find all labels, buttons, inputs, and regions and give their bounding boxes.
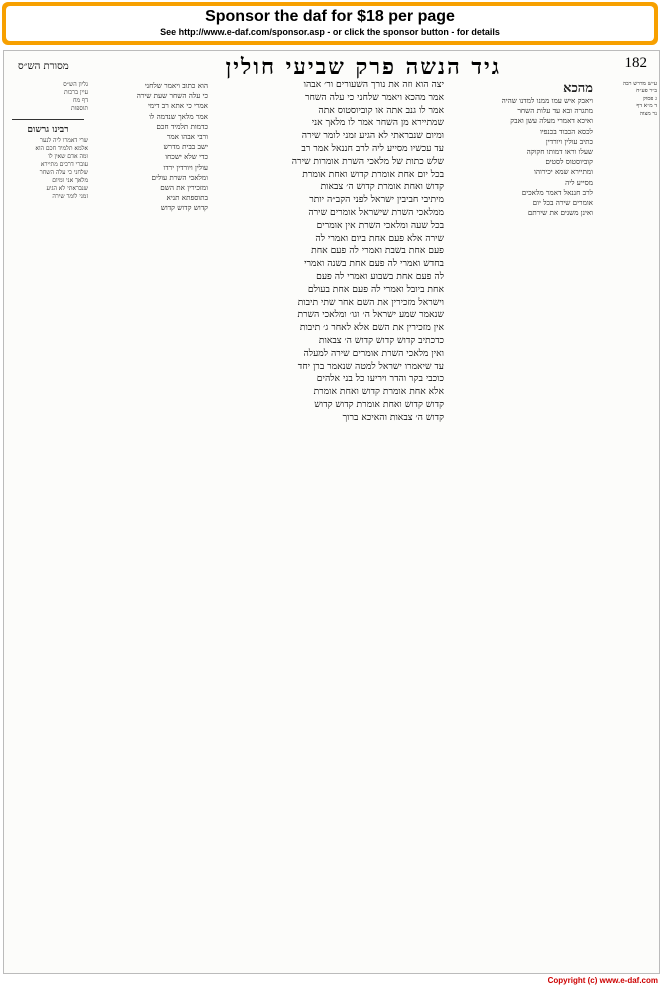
tosafot-line: אמרי כי אתא רב דימי [147, 101, 208, 111]
margin-line: דף מח [72, 97, 88, 104]
gemara-line: ממלאכי השרת שישראל אומרים שירה [308, 206, 444, 218]
tosafot-line: ומלאכי השרת עולים [151, 172, 208, 182]
tosafot-line: בתוספתא תניא [166, 193, 208, 203]
gemara-line: כדכתיב קדוש קדוש קדוש ה׳ צבאות [318, 334, 444, 346]
tosafot-line: כדי שלא ישכחו [165, 152, 208, 162]
rashi-line: לכסא הכבוד בכנפיו [539, 126, 593, 136]
gemara-main-text [214, 79, 444, 944]
tosafot-commentary [92, 81, 208, 946]
margin-line: תוספות [71, 105, 88, 112]
tosafot-line: הוא כתוב ויאמר שלחני [144, 81, 208, 90]
rashi-line: מתגרה ובא עד עלות השחר [517, 106, 593, 116]
rashi-line: כתיב עולין ויורדין [545, 136, 593, 146]
tosafot-line: כי עלה השחר שעת שירה [136, 91, 208, 101]
gemara-line: וישראל מזכירין את השם אחר שתי תיבות [297, 296, 444, 308]
gemara-line: ומיום שנבראתי לא הגיע זמני לומר שירה [301, 130, 444, 142]
gemara-line: שלש כתות של מלאכי השרת אומרות שירה [291, 155, 444, 167]
margin-line: נר מצוה [639, 110, 657, 117]
talmud-page [3, 50, 660, 974]
page-number: 182 [624, 55, 647, 71]
tosafot-line: ורבי אבהו אמר [166, 132, 208, 142]
gemara-line: בכל שעה ומלאכי השרת אין אומרים [316, 219, 444, 231]
margin-left [8, 81, 88, 946]
tosafot-line: כדמות תלמיד חכם [156, 121, 208, 131]
rabbeinu-gershom-line: עוברי דרכים מתיירא [40, 161, 88, 168]
gemara-line: עד עכשיו מסייע ליה לרב חננאל אמר רב [301, 142, 444, 154]
gemara-line: אמר לו גנב אתה או קוביוסטוס אתה [318, 104, 444, 116]
sponsor-title[interactable]: Sponsor the daf for $18 per page [205, 8, 455, 25]
gemara-line: פעם אחת בשבת ואמרי לה פעם אחת [311, 245, 444, 257]
gemara-line: בכל יום אחת אומרת קדוש ואחת אומרת [302, 168, 444, 180]
rabbeinu-gershom-line: זמני לומר שירה [52, 193, 88, 200]
sponsor-banner[interactable] [2, 2, 658, 45]
gemara-line: כוכבי בקר והדר ויריעו כל בני אלהים [316, 373, 444, 385]
gemara-line: עד שיאמרו ישראל למטה שנאמר ברן יחד [297, 360, 444, 372]
sponsor-subtitle[interactable]: See http://www.e-daf.com/sponsor.asp - or click the sponsor button - for details [160, 27, 500, 37]
rabbeinu-gershom-line: מלאך אני ומיום [52, 177, 88, 184]
main-lines [214, 79, 444, 425]
margin-right [597, 81, 657, 946]
gemara-line: ואין מלאכי השרת אומרים שירה למעלה [303, 347, 444, 359]
margin-line: ב״ר פע״ח [636, 88, 657, 95]
rashi-line: אומרים שירה בכל יום [532, 198, 593, 208]
gemara-line: אחת ביובל ואמרי לה פעם אחת בעולם [307, 283, 444, 295]
tosafot-line: ישב בבית מדרש [163, 142, 208, 152]
gemara-line: אין מזכירין את השם אלא לאחר ג׳ תיבות [299, 322, 444, 334]
rashi-line: שעלו וראו דמותו חקוקה [526, 147, 593, 157]
rabbeinu-gershom-title: רבינו גרשום [27, 125, 69, 135]
gemara-line: אלא אחת אומרת קדוש ואחת אומרת [313, 386, 444, 398]
rashi-line: ומתיירא שמא יכירוהו [534, 167, 593, 177]
margin-line: עיין ברכות [64, 89, 88, 96]
rashi-line: ואיכא דאמרי מעלה עשן ואבק [510, 116, 593, 126]
gemara-line: שמתיירא מן השחר אמר לו מלאך אני [311, 117, 444, 129]
rabbeinu-gershom-line: שלחני כי עלה השחר [39, 169, 88, 176]
margin-line: ע״ש מדרש רבה [622, 81, 657, 87]
footer [0, 975, 664, 990]
gemara-line: קדוש ואחת אומרת קדוש ה׳ צבאות [320, 181, 444, 193]
margin-line: גליון הש״ס [63, 81, 88, 88]
running-title: גיד הנשה פרק שביעי חולין [225, 54, 501, 80]
tosafot-line: קדוש קדוש קדוש [160, 203, 208, 213]
gemara-line: שירה אלא פעם אחת ביום ואמרי לה [315, 232, 444, 244]
rashi-commentary [461, 81, 593, 946]
gemara-line: מיתיבי חביבין ישראל לפני הקב״ה יותר [309, 194, 444, 206]
copyright-text: Copyright (c) www.e-daf.com [547, 976, 658, 985]
margin-line: ד מ״א דף [636, 103, 657, 110]
rashi-line: ואינן משנים את שירתם [527, 208, 593, 218]
gemara-line: יצה הוא וזה את נורך השעורים ור׳ אבהו [303, 79, 444, 90]
gemara-line: קדוש קדוש ואחת אומרת קדוש קדוש [314, 398, 444, 410]
gemara-line: קדוש ה׳ צבאות והאיכא ברוך [342, 411, 444, 423]
dibur-hamatchil: מהכא [563, 81, 593, 96]
rabbeinu-gershom-line: שנבראתי לא הגיע [46, 185, 88, 192]
gemara-line: שנאמר שמע ישראל ה׳ וגו׳ ומלאכי השרת [297, 309, 444, 321]
margin-line: ג פסוק [642, 95, 657, 102]
rashi-line: ויאבק איש עמו ממנו למדנו שהיה [501, 96, 593, 105]
tosafot-line: עולין ויורדין ירדו [163, 162, 208, 172]
rashi-line: מסייע ליה [565, 177, 593, 187]
rabbeinu-gershom-line: ומה אדם שאין לו [48, 153, 88, 160]
page-header [12, 54, 651, 80]
gemara-line: אמר מהכא ויאמר שלחני כי עלה השחר [304, 91, 444, 103]
tosafot-line: אמר מלאך שנדמה לו [149, 111, 208, 121]
side-title: מסורת הש״ס [18, 61, 69, 72]
rabbeinu-gershom-line: שרי דאמרו ליה לנער [40, 137, 88, 144]
rashi-lines [461, 96, 593, 218]
rabbeinu-gershom-line: אלמא תלמיד חכם הוא [35, 145, 88, 152]
rabbeinu-gershom-lines [8, 137, 88, 201]
tosafot-lines [92, 81, 208, 214]
gemara-line: בחדש ואמרי לה פעם אחת בשנה ואמרי [304, 258, 444, 270]
sponsor-banner-inner[interactable] [6, 6, 654, 41]
rashi-line: קוביוסטוס לסטים [545, 157, 593, 167]
tosafot-line: ומזכירין את השם [160, 183, 208, 193]
gemara-line: לה פעם אחת בשבוע ואמרי לה פעם [316, 270, 444, 282]
rashi-line: לרב חננאל דאמר מלאכים [521, 187, 593, 197]
divider [12, 119, 84, 120]
